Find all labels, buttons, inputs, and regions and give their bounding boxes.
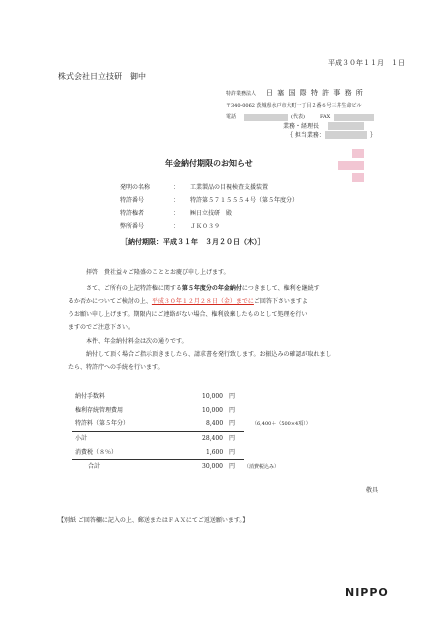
recipient-name: 株式会社日立技研 御中 bbox=[58, 72, 146, 81]
detail-label-3: 特許権者 bbox=[120, 210, 145, 217]
detail-sep-3: ： bbox=[173, 210, 180, 217]
payment-deadline: ［納付期限：平成３１年 ３月２０日（木）］ bbox=[121, 237, 265, 246]
fee-note-3: （6,400＋（500×4項）） bbox=[252, 421, 311, 427]
detail-value-3: ㈱日立技研 殿 bbox=[190, 210, 233, 217]
fee-unit-4: 円 bbox=[229, 435, 236, 442]
fee-label-1: 納付手数料 bbox=[75, 393, 106, 400]
redacted-tel bbox=[244, 114, 288, 121]
redacted-fax bbox=[334, 114, 374, 121]
document-title: 年金納付期限のお知らせ bbox=[165, 158, 253, 168]
document-date: 平成３０年１１月 １日 bbox=[328, 59, 405, 67]
fee-label-3: 特許料（第５年分） bbox=[75, 420, 130, 427]
closing-keigu: 敬具 bbox=[366, 487, 379, 494]
body-p2-line4: ますのでご注意下さい。 bbox=[68, 324, 135, 331]
sender-org-prefix: 特許業務法人 bbox=[226, 91, 257, 97]
body-p2-a: さて、ご所有の上記特許権に関する bbox=[86, 285, 182, 292]
fee-amount-3: 8,400 bbox=[206, 420, 224, 427]
fee-unit-3: 円 bbox=[229, 420, 236, 427]
redacted-stamp-bottom bbox=[352, 173, 364, 182]
redacted-duty bbox=[325, 131, 367, 139]
fee-unit-2: 円 bbox=[229, 407, 236, 414]
body-p2-c: につきまして、権利を継続す bbox=[241, 285, 320, 292]
reply-deadline: 平成３０年１２月２８日（金）までに bbox=[151, 298, 254, 305]
fee-label-5: 消費税（８％） bbox=[75, 449, 118, 456]
detail-value-2: 特許第５７１５５５４号（第５年度分） bbox=[190, 197, 299, 204]
body-p2-line2-b: ご回答下さいますよ bbox=[253, 298, 308, 305]
sender-title2-end: ｝ bbox=[370, 132, 377, 139]
body-p2-line2 bbox=[68, 299, 308, 305]
sender-tel-label: 電話 bbox=[226, 114, 237, 120]
fee-amount-1: 10,000 bbox=[202, 393, 223, 400]
total-rule bbox=[72, 459, 244, 460]
fee-label-6: 合計 bbox=[88, 463, 101, 470]
brand-mark: NIPPO bbox=[345, 586, 389, 599]
detail-value-4: ＪＫ０３９ bbox=[190, 223, 221, 230]
detail-value-1: 工業製品の目視検査支援装置 bbox=[190, 184, 269, 191]
body-p3: 本件、年金納付料金は次の通りです。 bbox=[86, 338, 188, 345]
subtotal-rule bbox=[72, 431, 244, 432]
detail-sep-1: ： bbox=[173, 184, 180, 191]
body-p4-line1: 納付して頂く場合ご指示頂きましたら、請求書を発行致します。お振込みの確認が取れまし bbox=[86, 351, 332, 358]
fee-note-6: （消費税込み） bbox=[244, 464, 280, 470]
fee-label-4: 小計 bbox=[75, 435, 88, 442]
sender-tel-note: (代表) bbox=[291, 114, 305, 120]
fee-amount-2: 10,000 bbox=[202, 407, 223, 414]
fee-amount-6: 30,000 bbox=[202, 463, 223, 470]
greeting-line: 拝啓 貴社益々ご隆盛のこととお慶び申し上げます。 bbox=[86, 269, 230, 276]
redacted-stamp-mid bbox=[338, 161, 364, 170]
body-p2-line2-a: るか否かについてご検討の上、 bbox=[68, 298, 152, 305]
body-p2-line3: うお願い申し上げます。期限内にご連絡がない場合、権利放棄したものとして処理を行い bbox=[68, 311, 308, 318]
detail-label-1: 発明の名称 bbox=[120, 184, 151, 191]
fee-amount-5: 1,600 bbox=[206, 449, 224, 456]
detail-sep-2: ： bbox=[173, 197, 180, 204]
redacted-stamp-top bbox=[352, 149, 364, 158]
sender-address: 〒340-0062 茨城県水戸市大町一丁目２番６号三井生命ビル bbox=[226, 103, 362, 109]
fee-unit-1: 円 bbox=[229, 393, 236, 400]
sender-org-name: 日 塞 国 際 特 許 事 務 所 bbox=[266, 89, 364, 97]
fee-amount-4: 28,400 bbox=[202, 435, 223, 442]
sender-fax-label: FAX bbox=[320, 114, 331, 120]
footer-note: 【別紙 ご回答欄に記入の上、郵送またはＦＡＸにてご返送願います。】 bbox=[58, 517, 249, 524]
sender-title2: ｛ 担当業務： bbox=[287, 132, 325, 139]
redacted-name bbox=[328, 122, 364, 130]
detail-sep-4: ： bbox=[173, 223, 180, 230]
sender-title1: 業務・経理長 bbox=[283, 123, 320, 130]
body-p4-line2: たら、特許庁への手続を行います。 bbox=[68, 364, 164, 371]
fee-unit-5: 円 bbox=[229, 449, 236, 456]
body-p2-b: 第５年度分の年金納付 bbox=[181, 285, 242, 292]
fee-unit-6: 円 bbox=[229, 463, 236, 470]
fee-label-2: 権利存続管理費用 bbox=[75, 407, 124, 414]
detail-label-4: 弊所番号 bbox=[120, 223, 145, 230]
detail-label-2: 特許番号 bbox=[120, 197, 145, 204]
body-p2-line1 bbox=[86, 286, 320, 292]
